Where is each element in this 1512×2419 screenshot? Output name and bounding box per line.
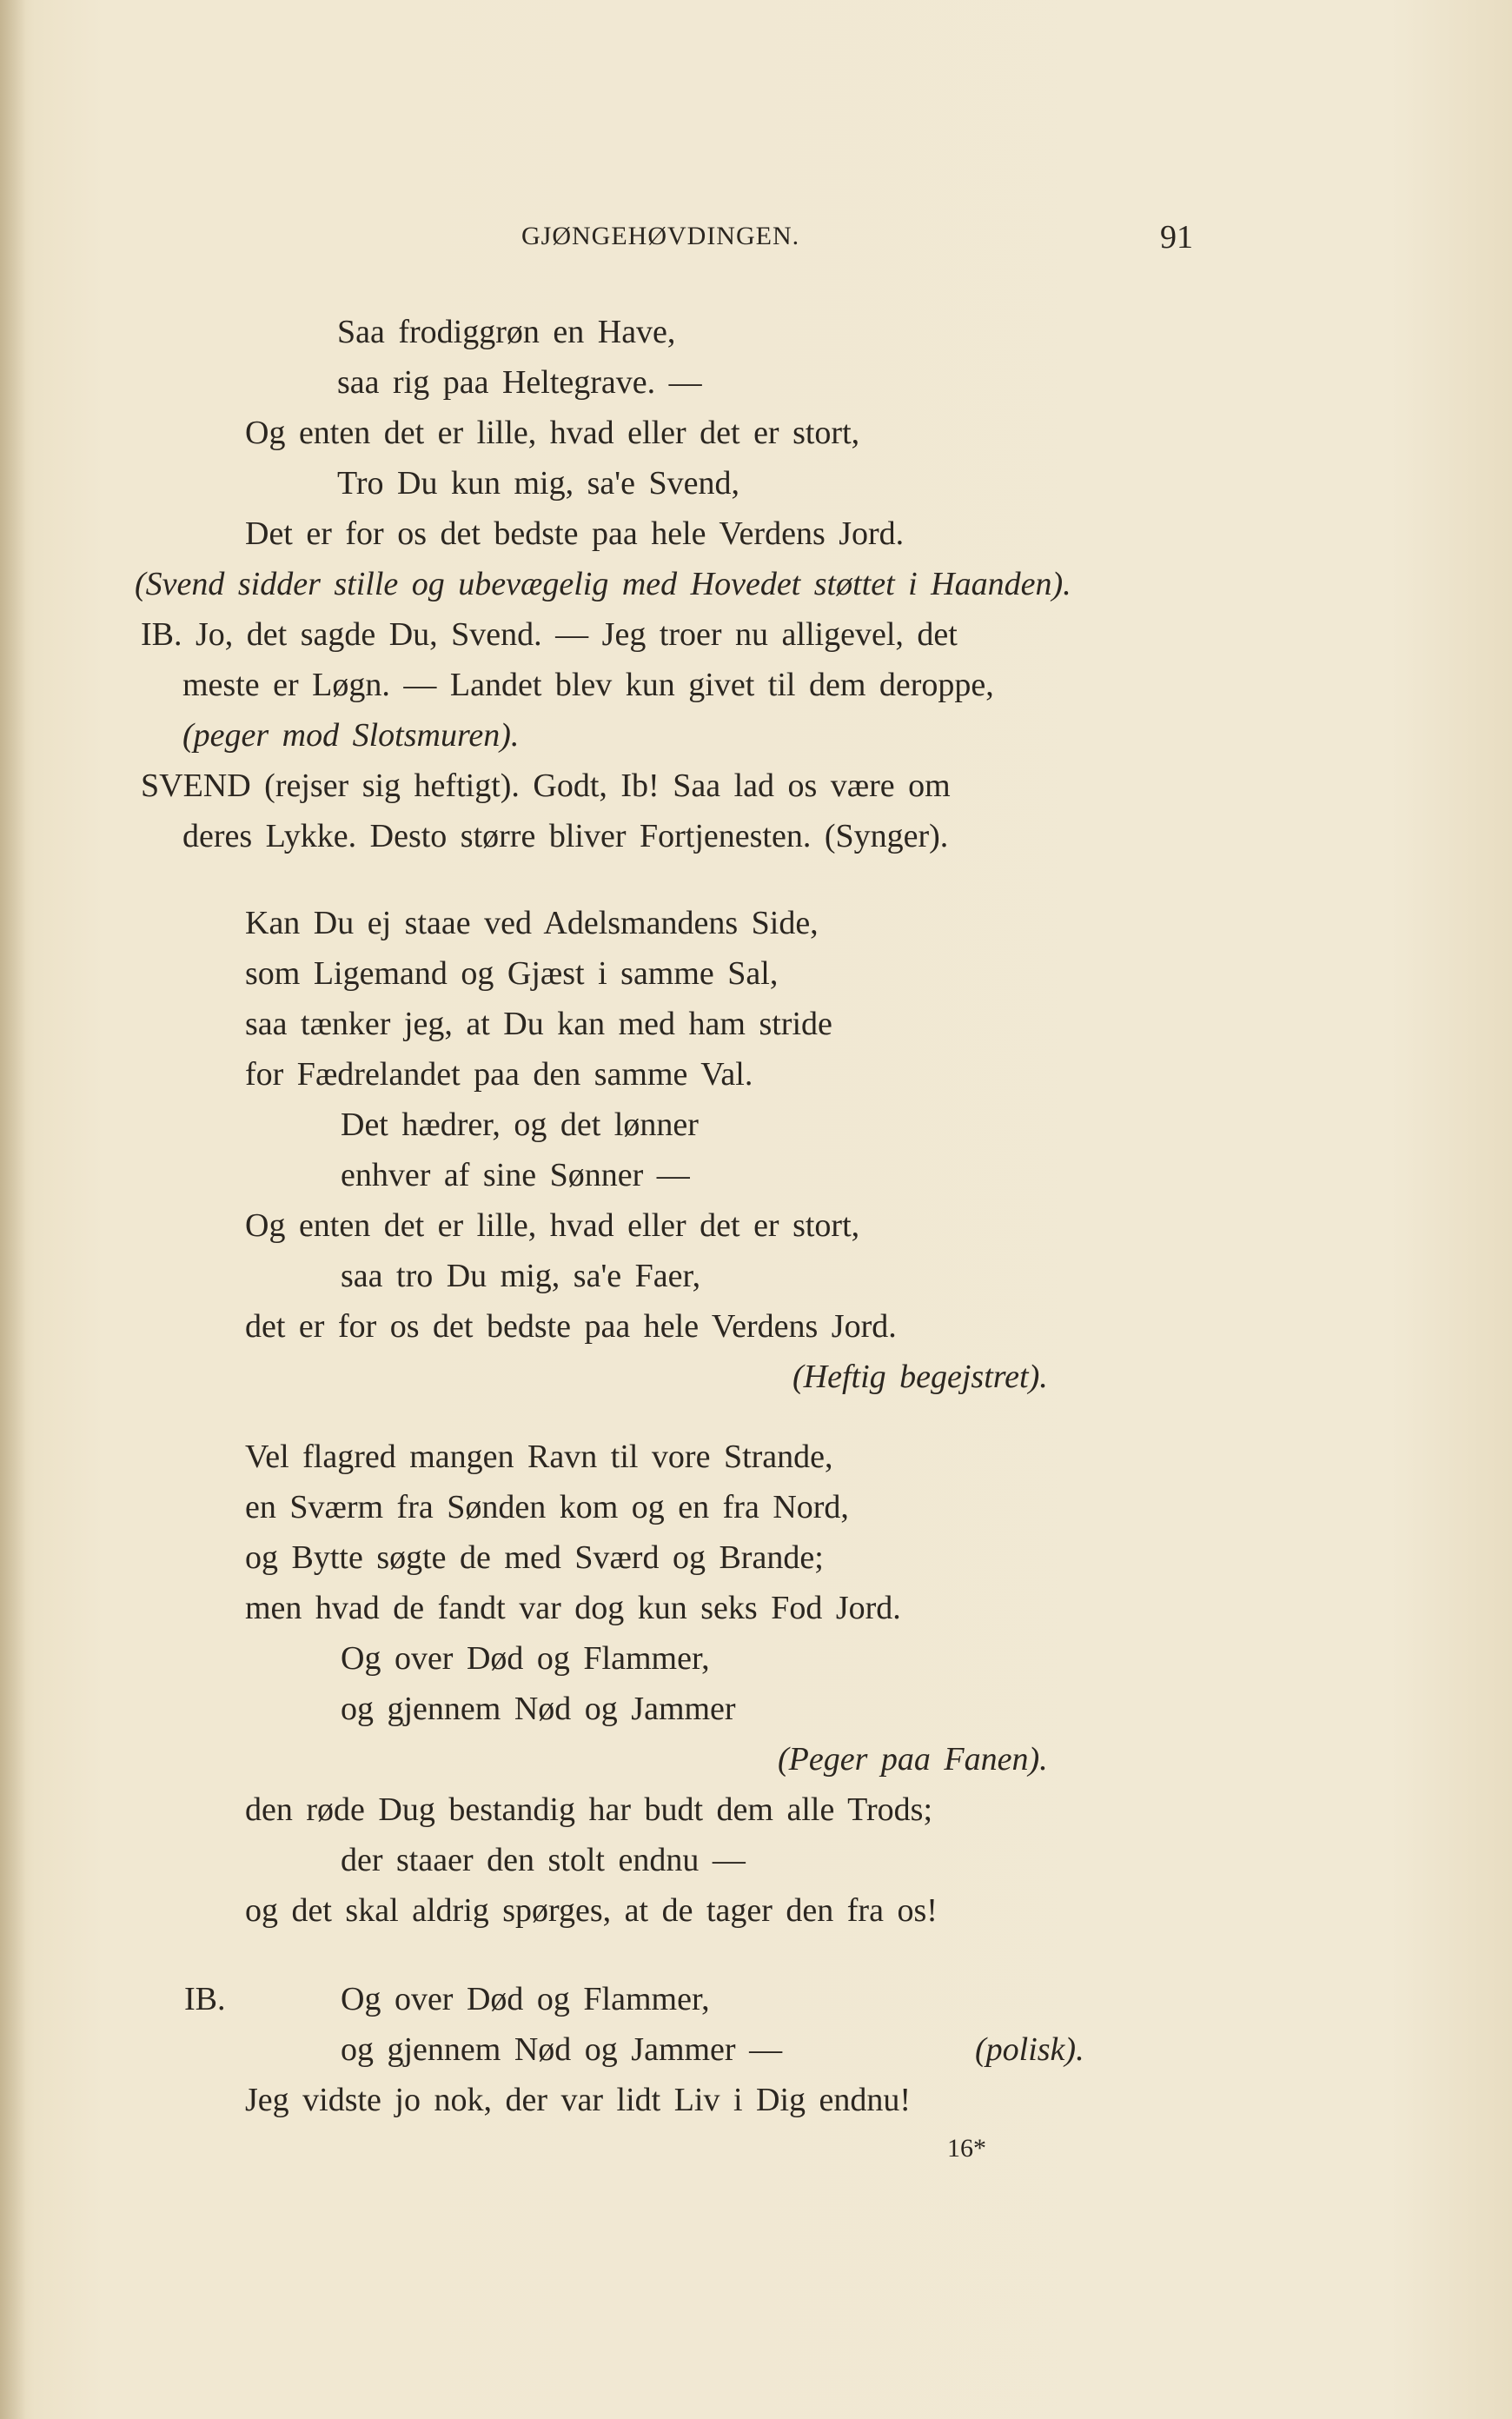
stage-direction-line: (polisk).: [975, 2031, 1084, 2068]
text-line: enhver af sine Sønner —: [341, 1157, 690, 1193]
text-line: deres Lykke. Desto større bliver Fortjenesten. (Synger).: [182, 818, 949, 854]
text-line: den røde Dug bestandig har budt dem alle Trods;: [245, 1791, 933, 1828]
text-line: Og over Død og Flammer,: [341, 1981, 710, 2017]
text-line: Og enten det er lille, hvad eller det er stort,: [245, 1207, 860, 1244]
text-line: meste er Løgn. — Landet blev kun givet til dem deroppe,: [182, 667, 994, 703]
text-line: Tro Du kun mig, sa'e Svend,: [337, 465, 739, 502]
text-line: saa tro Du mig, sa'e Faer,: [341, 1258, 701, 1294]
text-line: som Ligemand og Gjæst i samme Sal,: [245, 955, 779, 992]
text-line: og det skal aldrig spørges, at de tager den fra os!: [245, 1892, 938, 1929]
signature-mark: 16*: [947, 2134, 986, 2163]
text-line: saa rig paa Heltegrave. —: [337, 364, 702, 401]
text-line: men hvad de fandt var dog kun seks Fod Jord.: [245, 1590, 901, 1626]
text-line: Kan Du ej staae ved Adelsmandens Side,: [245, 905, 819, 941]
text-line: SVEND (rejser sig heftigt). Godt, Ib! Saa lad os være om: [141, 768, 951, 804]
page-number: 91: [1160, 219, 1193, 256]
text-line: for Fædrelandet paa den samme Val.: [245, 1056, 753, 1093]
text-line: saa tænker jeg, at Du kan med ham stride: [245, 1006, 832, 1042]
text-line: og gjennem Nød og Jammer —: [341, 2031, 783, 2068]
text-line: Og enten det er lille, hvad eller det er stort,: [245, 415, 860, 451]
binding-shadow: [0, 0, 26, 2419]
text-line: en Sværm fra Sønden kom og en fra Nord,: [245, 1489, 849, 1525]
stage-direction-line: (peger mod Slotsmuren).: [182, 717, 520, 754]
text-line: IB.: [184, 1981, 226, 2017]
stage-direction-line: (Svend sidder stille og ubevægelig med Hovedet støttet i Haanden).: [135, 566, 1071, 602]
stage-direction-line: (Heftig begejstret).: [792, 1359, 1048, 1395]
text-line: og Bytte søgte de med Sværd og Brande;: [245, 1539, 824, 1576]
stage-direction-line: (Peger paa Fanen).: [778, 1741, 1048, 1778]
text-line: Vel flagred mangen Ravn til vore Strande,: [245, 1439, 833, 1475]
text-line: der staaer den stolt endnu —: [341, 1842, 746, 1878]
text-line: IB. Jo, det sagde Du, Svend. — Jeg troer nu alligevel, det: [141, 616, 958, 653]
running-title: GJØNGEHØVDINGEN.: [521, 222, 800, 250]
text-line: Det er for os det bedste paa hele Verdens Jord.: [245, 515, 905, 552]
text-line: Og over Død og Flammer,: [341, 1640, 710, 1677]
text-line: det er for os det bedste paa hele Verdens Jord.: [245, 1308, 897, 1345]
text-line: Det hædrer, og det lønner: [341, 1106, 699, 1143]
text-line: Jeg vidste jo nok, der var lidt Liv i Dig endnu!: [245, 2082, 912, 2118]
page-header: [0, 219, 1512, 265]
text-line: og gjennem Nød og Jammer: [341, 1691, 736, 1727]
text-line: Saa frodiggrøn en Have,: [337, 314, 676, 350]
